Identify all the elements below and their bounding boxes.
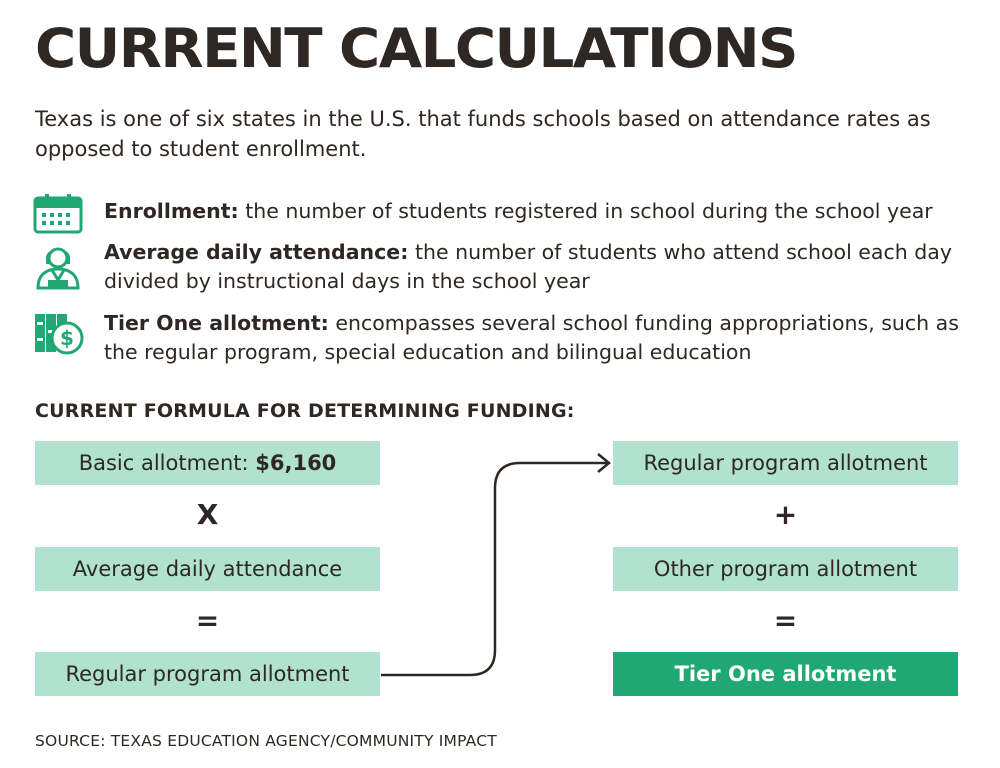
definition-term: Average daily attendance: <box>104 240 409 264</box>
tier-one-allotment-box: Tier One allotment <box>613 652 958 696</box>
intro-text: Texas is one of six states in the U.S. that funds schools based on attendance rates as opposed to student enrollment. <box>35 107 931 161</box>
definition-text: the number of students who attend school each day divided by instructional days in the school year <box>104 240 952 293</box>
regular-program-allotment-box: Regular program allotment <box>35 652 380 696</box>
multiply-operator: X <box>196 498 219 531</box>
definition-text: the number of students registered in school during the school year <box>245 199 933 223</box>
plus-operator: + <box>773 498 798 531</box>
other-program-allotment-box: Other program allotment <box>613 547 958 591</box>
svg-text:$: $ <box>60 326 74 350</box>
page-title: CURRENT CALCULATIONS <box>35 17 797 80</box>
formula-heading: CURRENT FORMULA FOR DETERMINING FUNDING: <box>35 400 575 422</box>
basic-allotment-label: Basic allotment: <box>78 451 256 475</box>
definition-term: Tier One allotment: <box>104 311 329 335</box>
equals-operator: = <box>773 604 798 637</box>
definition-term: Enrollment: <box>104 199 239 223</box>
average-daily-attendance-box: Average daily attendance <box>35 547 380 591</box>
equals-operator: = <box>195 604 220 637</box>
source-note: SOURCE: TEXAS EDUCATION AGENCY/COMMUNITY IMPACT <box>35 732 497 750</box>
definition-text: encompasses several school funding appropriations, such as the regular program, special education and bilingual education <box>104 311 959 364</box>
regular-program-allotment-box: Regular program allotment <box>613 441 958 485</box>
basic-allotment-value: $6,160 <box>255 451 337 475</box>
